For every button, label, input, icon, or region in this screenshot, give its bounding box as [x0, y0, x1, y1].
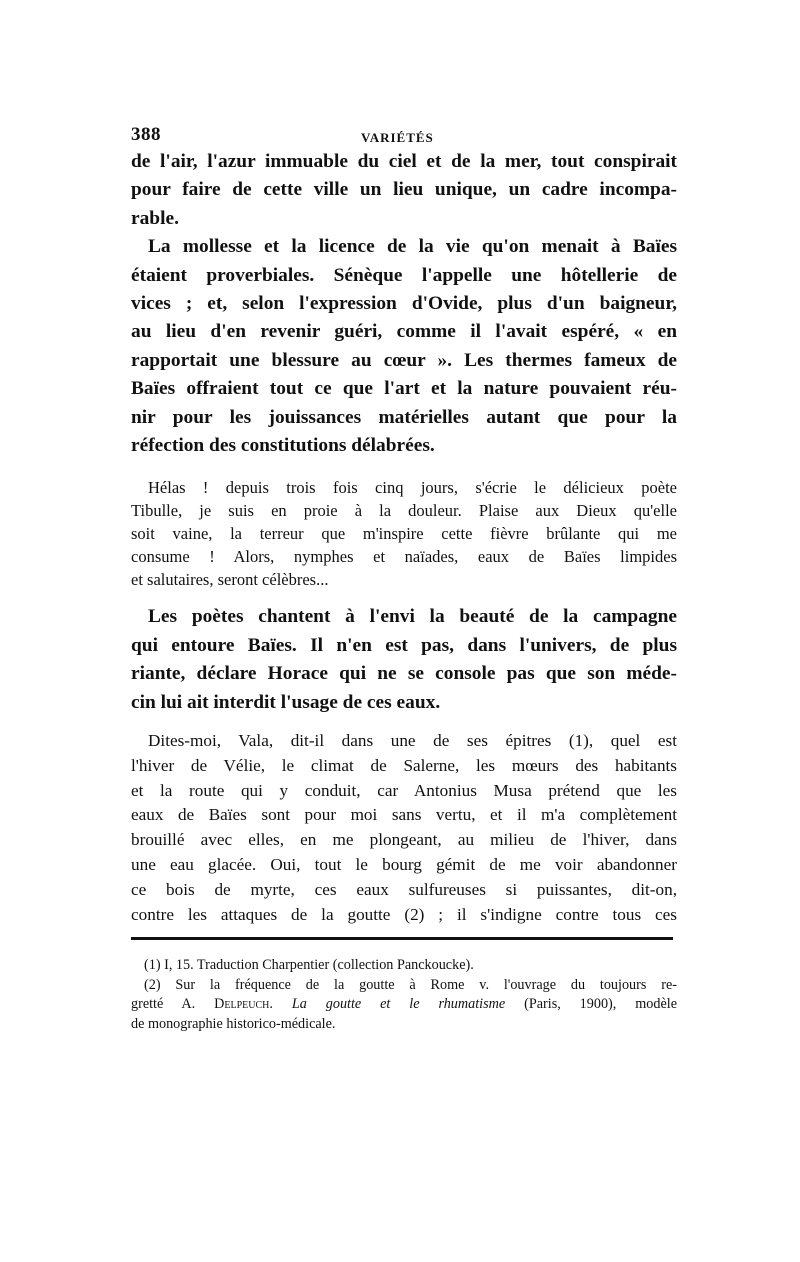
- text-line: pour faire de cette ville un lieu unique, un cadre incompa-: [131, 179, 677, 201]
- text-line: vices ; et, selon l'expression d'Ovide, plus d'un baigneur,: [131, 293, 677, 315]
- text-line: Tibulle, je suis en proie à la douleur. Plaise aux Dieux qu'elle: [131, 501, 677, 521]
- text-line: qui entoure Baïes. Il n'en est pas, dans l'univers, de plus: [131, 634, 677, 656]
- text-line: et salutaires, seront célèbres...: [131, 570, 329, 590]
- text-line: cin lui ait interdit l'usage de ces eaux.: [131, 691, 441, 713]
- footnote-text: gretté A.: [131, 996, 215, 1013]
- text-line: riante, déclare Horace qui ne se console pas que son méde-: [131, 663, 677, 685]
- text-line: nir pour les jouissances matérielles autant que pour la: [131, 406, 677, 428]
- footnote-divider: [131, 937, 673, 940]
- text-line: réfection des constitutions délabrées.: [131, 435, 435, 457]
- footnote-text: (Paris, 1900), modèle: [524, 996, 677, 1013]
- paragraph-1: [131, 148, 677, 233]
- paragraph-2: [131, 233, 677, 460]
- text-line: et la route qui y conduit, car Antonius Musa prétend que les: [131, 780, 677, 800]
- text-line: eaux de Baïes sont pour moi sans vertu, et il m'a complètement: [131, 805, 677, 825]
- text-line: Dites-moi, Vala, dit-il dans une de ses épitres (1), quel est: [148, 731, 677, 751]
- text-line: au lieu d'en revenir guéri, comme il l'avait espéré, « en: [131, 321, 677, 343]
- text-line: consume ! Alors, nymphes et naïades, eaux de Baïes limpides: [131, 547, 677, 567]
- page-number: 388: [131, 124, 161, 145]
- paragraph-3: [131, 603, 677, 717]
- footnotes: [131, 956, 677, 1034]
- text-line: La mollesse et la licence de la vie qu'on menait à Baïes: [148, 236, 677, 258]
- footnote-author: Delpeuch.: [214, 996, 273, 1013]
- text-line: rapportait une blessure au cœur ». Les thermes fameux de: [131, 349, 677, 371]
- footnote-book-title: La goutte et le rhumatisme: [291, 996, 506, 1013]
- quotation: [131, 476, 677, 591]
- footnote-2-line: de monographie historico-médicale.: [131, 1015, 336, 1032]
- text-line: l'hiver de Vélie, le climat de Salerne, les mœurs des habitants: [131, 755, 677, 775]
- text-line: étaient proverbiales. Sénèque l'appelle une hôtellerie de: [131, 264, 677, 286]
- text-line: Baïes offraient tout ce que l'art et la nature pouvaient réu-: [131, 378, 677, 400]
- text-line: soit vaine, la terreur que m'inspire cette fièvre brûlante qui me: [131, 524, 677, 544]
- text-line: contre les attaques de la goutte (2) ; il s'indigne contre tous ces: [131, 904, 677, 924]
- page-header: [131, 118, 677, 148]
- text-line: une eau glacée. Oui, tout le bourg gémit de me voir abandonner: [131, 855, 677, 875]
- running-head: VARIÉTÉS: [361, 130, 434, 145]
- text-line: Hélas ! depuis trois fois cinq jours, s'écrie le délicieux poète: [148, 478, 677, 498]
- text-line: Les poètes chantent à l'envi la beauté de la campagne: [148, 606, 677, 628]
- text-line: ce bois de myrte, ces eaux sulfureuses si puissantes, dit-on,: [131, 879, 677, 899]
- text-line: de l'air, l'azur immuable du ciel et de la mer, tout conspirait: [131, 151, 677, 172]
- text-line: brouillé avec elles, en me plongeant, au milieu de l'hiver, dans: [131, 830, 677, 850]
- footnote-2-line: [131, 995, 677, 1015]
- document-page: [131, 118, 677, 1034]
- text-line: rable.: [131, 207, 179, 229]
- paragraph-4: [131, 729, 677, 927]
- footnote-2-line: (2) Sur la fréquence de la goutte à Rome v. l'ouvrage du toujours re-: [144, 976, 677, 993]
- footnote-1: (1) I, 15. Traduction Charpentier (collection Panckoucke).: [144, 957, 474, 974]
